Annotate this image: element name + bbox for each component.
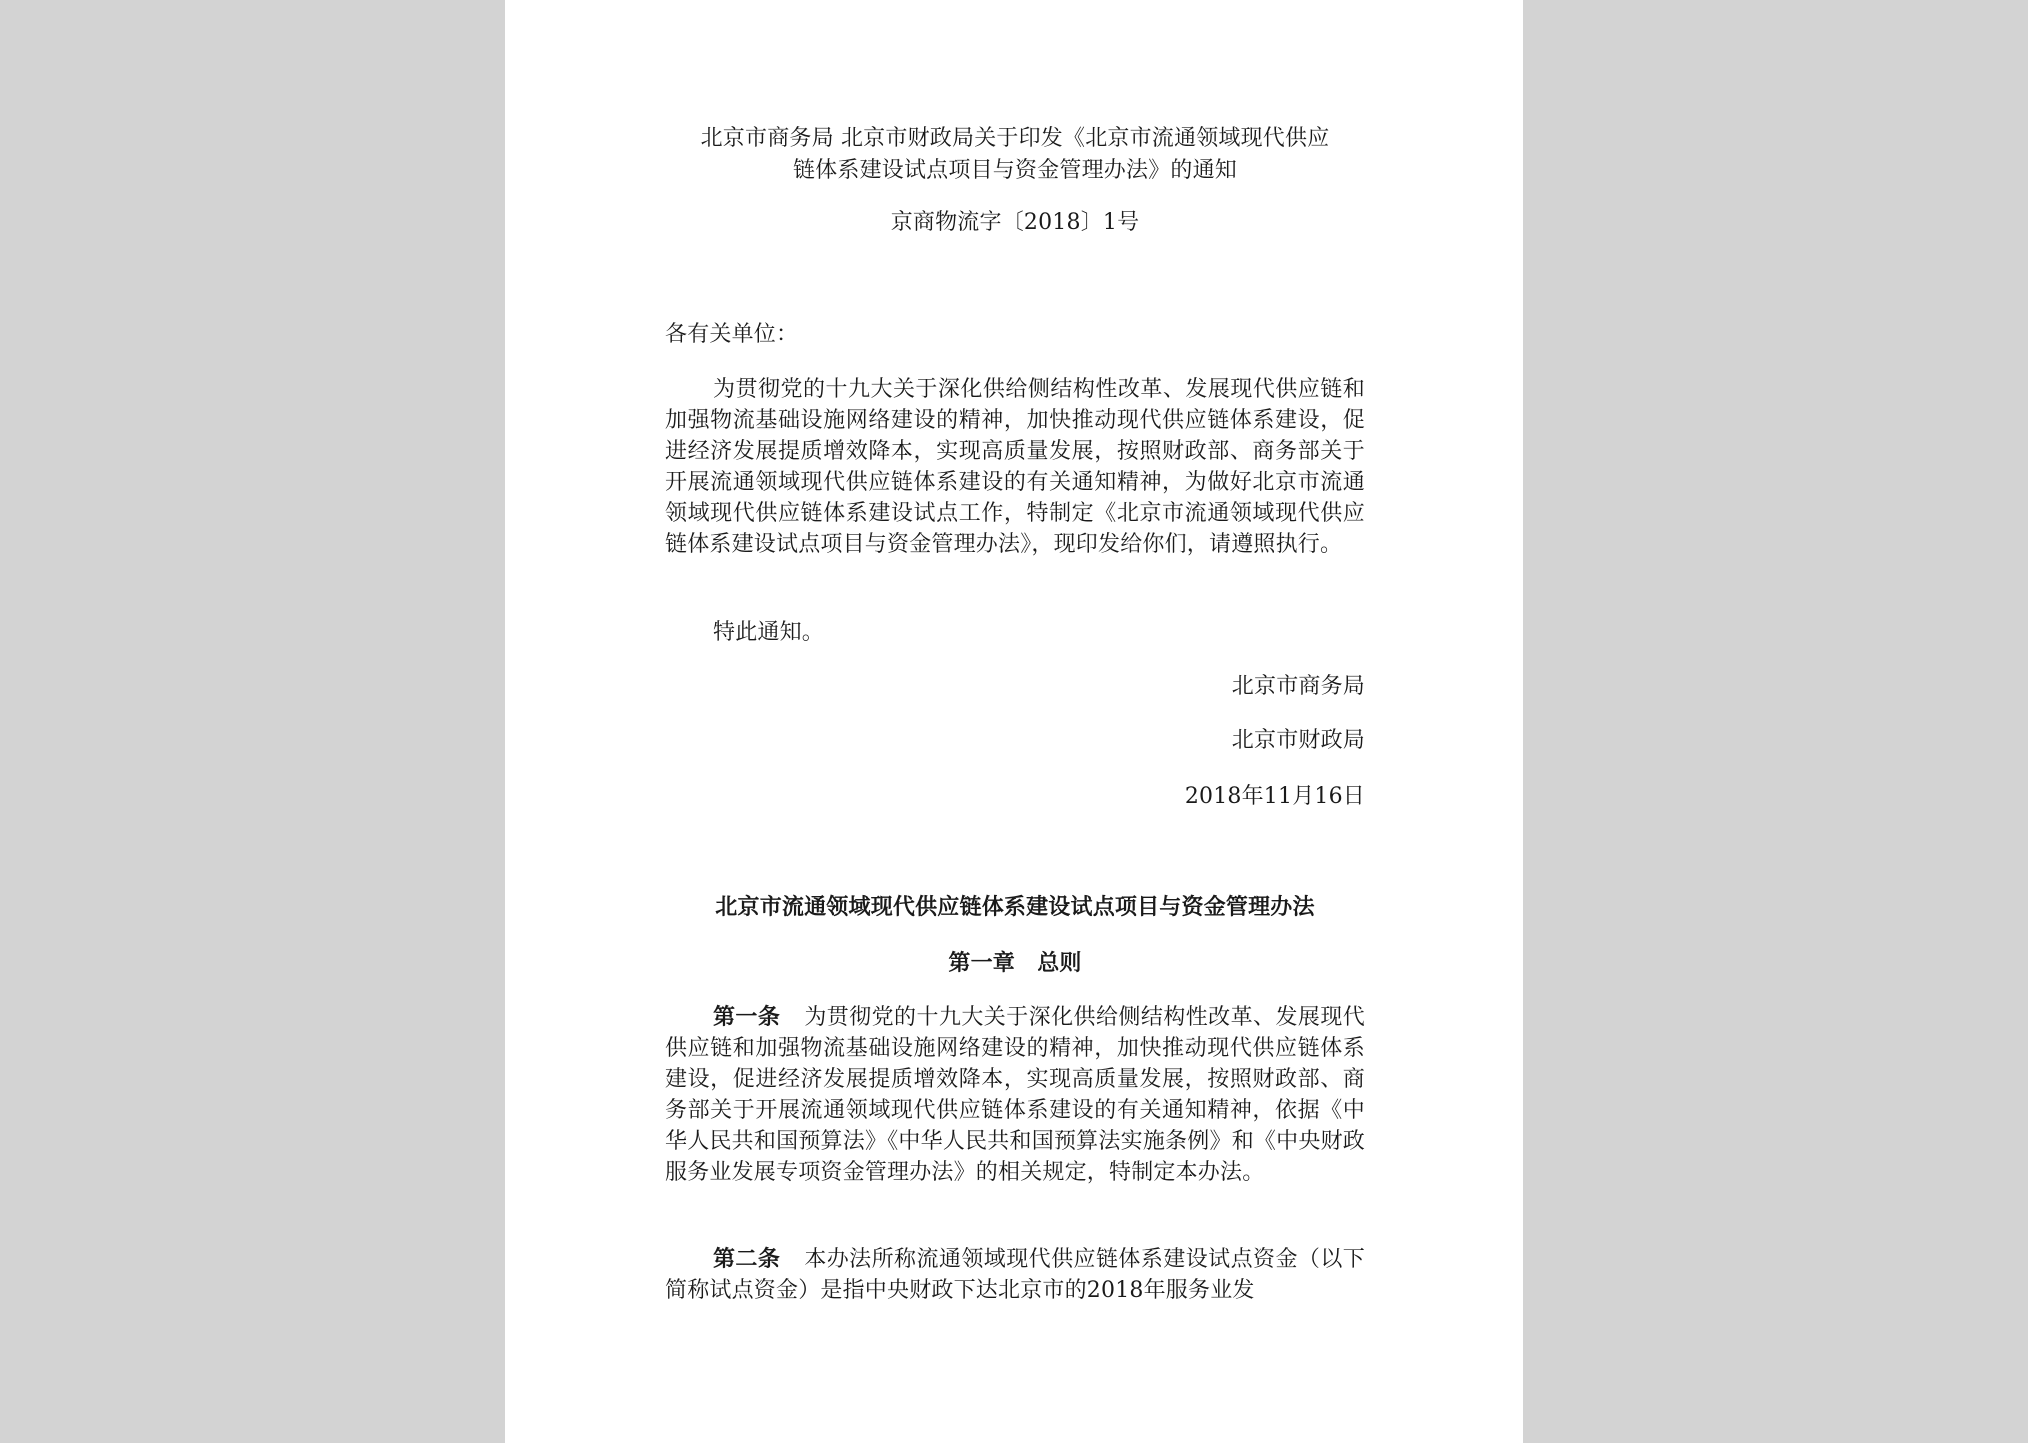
document-page bbox=[505, 0, 1523, 1443]
salutation: 各有关单位： bbox=[665, 322, 799, 347]
notice-body-paragraph: 为贯彻党的十九大关于深化供给侧结构性改革、发展现代供应链和加强物流基础设施网络建设的精神，加快推动现代供应链体系建设，促进经济发展提质增效降本，实现高质量发展，按照财政部、商务部关于开展流通领域现代供应链体系建设的有关通知精神，为做好北京市流通领域现代供应链体系建设试点工作，特制定《北京市流通领域现代供应链体系建设试点项目与资金管理办法》，现印发给你们，请遵照执行。 bbox=[665, 377, 1365, 557]
notice-title-line1: 北京市商务局 北京市财政局关于印发《北京市流通领域现代供应 bbox=[700, 126, 1330, 151]
issuer-commerce-bureau: 北京市商务局 bbox=[1231, 674, 1365, 699]
article-1-label: 第一条 bbox=[713, 1004, 781, 1030]
chapter-heading: 第一章 总则 bbox=[948, 950, 1082, 976]
issuer-finance-bureau: 北京市财政局 bbox=[1231, 728, 1365, 753]
closing-text: 特此通知。 bbox=[713, 620, 825, 645]
measures-title: 北京市流通领域现代供应链体系建设试点项目与资金管理办法 bbox=[715, 894, 1315, 920]
document-number: 京商物流字〔2018〕1号 bbox=[890, 210, 1140, 235]
article-1-text: 为贯彻党的十九大关于深化供给侧结构性改革、发展现代供应链和加强物流基础设施网络建设的精神，加快推动现代供应链体系建设，促进经济发展提质增效降本，实现高质量发展，按照财政部、商务部关于开展流通领域现代供应链体系建设的有关通知精神，依据《中华人民共和国预算法》《中华人民共和国预算法实施条例》和《中央财政服务业发展专项资金管理办法》的相关规定，特制定本办法。 bbox=[665, 1005, 1365, 1185]
article-2 bbox=[665, 1244, 1365, 1306]
issue-date: 2018年11月16日 bbox=[1184, 784, 1365, 809]
article-2-label: 第二条 bbox=[713, 1246, 781, 1272]
article-1 bbox=[665, 1002, 1365, 1188]
article-2-text: 本办法所称流通领域现代供应链体系建设试点资金（以下简称试点资金）是指中央财政下达北京市的2018年服务业发 bbox=[665, 1247, 1365, 1303]
notice-title-line2: 链体系建设试点项目与资金管理办法》的通知 bbox=[792, 158, 1237, 183]
